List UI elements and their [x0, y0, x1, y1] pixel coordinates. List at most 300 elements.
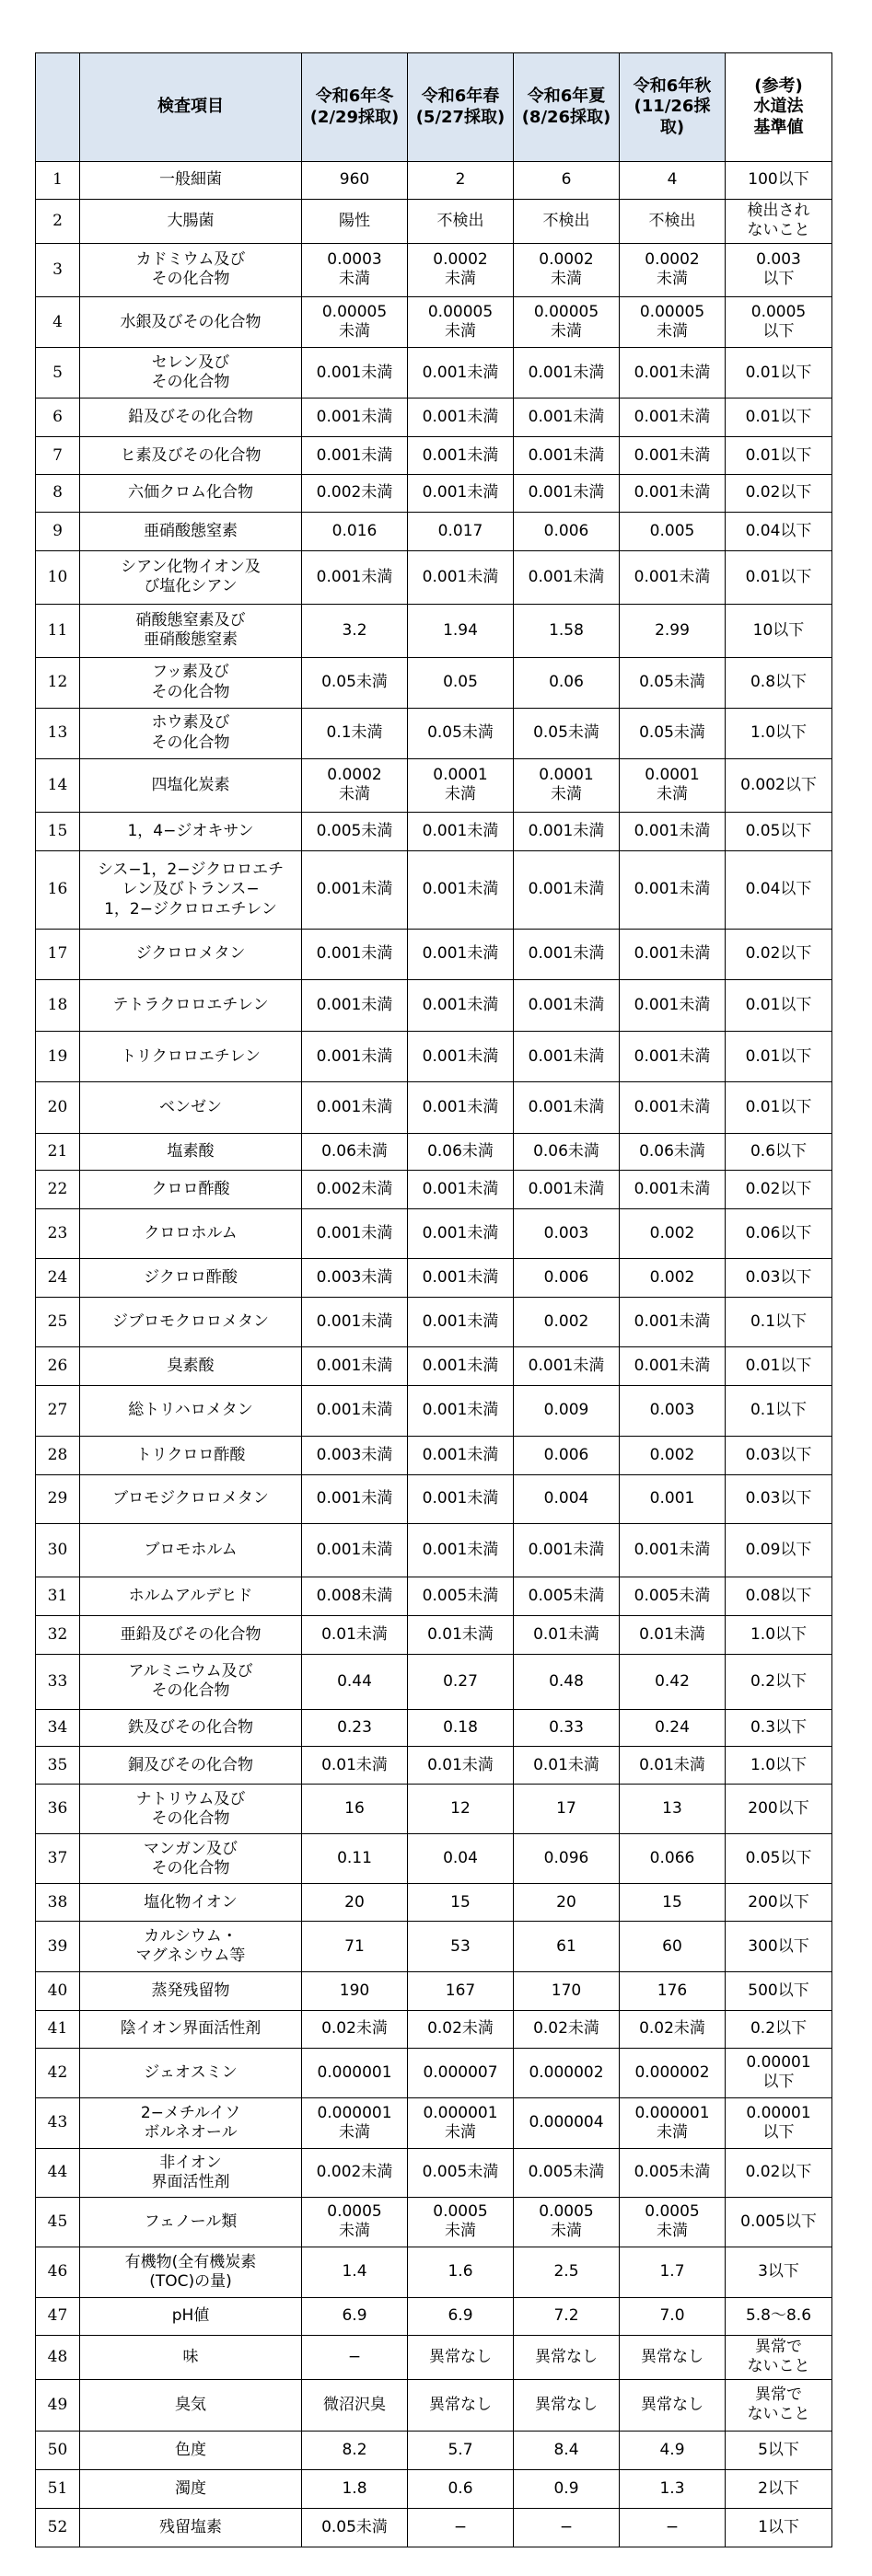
cell-summer: 0.001未満: [514, 1171, 620, 1209]
cell-spring: 0.001未満: [408, 980, 514, 1032]
cell-autumn: 0.001未満: [620, 1523, 726, 1577]
cell-standard: 0.04以下: [726, 851, 832, 930]
cell-summer: 不検出: [514, 199, 620, 243]
table-row: [36, 1209, 832, 1259]
cell-no: 13: [36, 708, 80, 758]
cell-summer: 0.001未満: [514, 475, 620, 513]
cell-item: 残留塩素: [80, 2508, 302, 2547]
cell-standard: 500以下: [726, 1972, 832, 2011]
cell-autumn: 0.005未満: [620, 2149, 726, 2198]
cell-standard: 0.01以下: [726, 399, 832, 437]
cell-summer: 0.009: [514, 1386, 620, 1437]
cell-item: 鉛及びその化合物: [80, 399, 302, 437]
cell-winter: 0.06未満: [302, 1133, 408, 1171]
header-standard: (参考) 水道法 基準値: [726, 53, 832, 162]
cell-autumn: 13: [620, 1785, 726, 1834]
cell-winter: 0.001未満: [302, 1082, 408, 1133]
cell-spring: 0.005未満: [408, 1577, 514, 1616]
cell-no: 17: [36, 929, 80, 979]
cell-spring: 0.001未満: [408, 929, 514, 979]
cell-autumn: 0.00005 未満: [620, 297, 726, 348]
cell-summer: 8.4: [514, 2432, 620, 2470]
cell-spring: 0.06未満: [408, 1133, 514, 1171]
cell-autumn: 0.002: [620, 1209, 726, 1259]
cell-summer: 0.33: [514, 1709, 620, 1747]
cell-item: トリクロロエチレン: [80, 1032, 302, 1082]
cell-item: テトラクロロエチレン: [80, 980, 302, 1032]
cell-no: 40: [36, 1972, 80, 2011]
cell-autumn: 0.001未満: [620, 1082, 726, 1133]
table-row: [36, 1834, 832, 1884]
cell-summer: 0.48: [514, 1655, 620, 1710]
cell-winter: 71: [302, 1922, 408, 1972]
cell-item: トリクロロ酢酸: [80, 1437, 302, 1475]
cell-standard: 0.005以下: [726, 2197, 832, 2247]
cell-no: 36: [36, 1785, 80, 1834]
table-row: [36, 437, 832, 475]
table-row: [36, 605, 832, 657]
cell-no: 8: [36, 475, 80, 513]
cell-winter: 8.2: [302, 2432, 408, 2470]
cell-summer: 0.004: [514, 1475, 620, 1524]
cell-summer: 0.000002: [514, 2048, 620, 2097]
cell-item: カルシウム・ マグネシウム等: [80, 1922, 302, 1972]
table-row: [36, 2048, 832, 2097]
cell-standard: 0.05以下: [726, 1834, 832, 1884]
cell-autumn: 0.001未満: [620, 980, 726, 1032]
cell-summer: 0.096: [514, 1834, 620, 1884]
cell-winter: 0.000001 未満: [302, 2097, 408, 2148]
cell-standard: 0.03以下: [726, 1475, 832, 1524]
cell-no: 34: [36, 1709, 80, 1747]
header-autumn: 令和6年秋 (11/26採取): [620, 53, 726, 162]
cell-winter: 0.001未満: [302, 929, 408, 979]
table-row: [36, 243, 832, 296]
cell-spring: 0.05: [408, 657, 514, 708]
cell-spring: 0.001未満: [408, 1171, 514, 1209]
cell-item: 塩化物イオン: [80, 1884, 302, 1922]
header-item: 検査項目: [80, 53, 302, 162]
cell-item: 蒸発残留物: [80, 1972, 302, 2011]
cell-autumn: 異常なし: [620, 2335, 726, 2379]
cell-winter: 0.01未満: [302, 1747, 408, 1785]
cell-no: 21: [36, 1133, 80, 1171]
cell-winter: 0.001未満: [302, 1386, 408, 1437]
table-row: [36, 475, 832, 513]
cell-summer: 0.01未満: [514, 1747, 620, 1785]
table-row: [36, 1082, 832, 1133]
cell-winter: 960: [302, 162, 408, 200]
cell-item: 陰イオン界面活性剤: [80, 2011, 302, 2049]
cell-spring: 0.001未満: [408, 1082, 514, 1133]
table-row: [36, 2149, 832, 2198]
cell-spring: 異常なし: [408, 2335, 514, 2379]
cell-item: シアン化物イオン及 び塩化シアン: [80, 550, 302, 604]
cell-autumn: 0.000002: [620, 2048, 726, 2097]
cell-no: 10: [36, 550, 80, 604]
cell-spring: 0.000001 未満: [408, 2097, 514, 2148]
cell-spring: 0.000007: [408, 2048, 514, 2097]
cell-winter: 0.05未満: [302, 2508, 408, 2547]
cell-standard: 0.03以下: [726, 1437, 832, 1475]
cell-summer: 17: [514, 1785, 620, 1834]
cell-winter: 0.001未満: [302, 550, 408, 604]
cell-item: ブロモホルム: [80, 1523, 302, 1577]
table-row: [36, 1032, 832, 1082]
cell-winter: −: [302, 2335, 408, 2379]
cell-winter: 0.001未満: [302, 851, 408, 930]
cell-summer: 0.003: [514, 1209, 620, 1259]
cell-winter: 陽性: [302, 199, 408, 243]
cell-winter: 1.4: [302, 2247, 408, 2297]
cell-winter: 0.001未満: [302, 1209, 408, 1259]
cell-summer: 0.001未満: [514, 348, 620, 399]
cell-winter: 0.0002 未満: [302, 758, 408, 812]
cell-item: 有機物(全有機炭素 (TOC)の量): [80, 2247, 302, 2297]
table-row: [36, 399, 832, 437]
cell-item: ヒ素及びその化合物: [80, 437, 302, 475]
cell-autumn: 0.001: [620, 1475, 726, 1524]
cell-spring: 0.001未満: [408, 1209, 514, 1259]
cell-winter: 0.02未満: [302, 2011, 408, 2049]
cell-no: 39: [36, 1922, 80, 1972]
table-row: [36, 2335, 832, 2379]
cell-winter: 0.00005 未満: [302, 297, 408, 348]
cell-standard: 0.3以下: [726, 1709, 832, 1747]
cell-item: クロロ酢酸: [80, 1171, 302, 1209]
cell-winter: 190: [302, 1972, 408, 2011]
cell-autumn: 0.0001 未満: [620, 758, 726, 812]
table-row: [36, 199, 832, 243]
cell-winter: 0.002未満: [302, 475, 408, 513]
cell-standard: 100以下: [726, 162, 832, 200]
table-row: [36, 1386, 832, 1437]
cell-item: 亜硝酸態窒素: [80, 512, 302, 550]
cell-standard: 0.01以下: [726, 348, 832, 399]
cell-item: 非イオン 界面活性剤: [80, 2149, 302, 2198]
cell-item: 銅及びその化合物: [80, 1747, 302, 1785]
cell-item: pH値: [80, 2298, 302, 2336]
cell-summer: 0.02未満: [514, 2011, 620, 2049]
cell-item: 2−メチルイソ ボルネオール: [80, 2097, 302, 2148]
table-row: [36, 813, 832, 851]
table-row: [36, 1171, 832, 1209]
table-row: [36, 1747, 832, 1785]
cell-standard: 0.05以下: [726, 813, 832, 851]
cell-summer: 61: [514, 1922, 620, 1972]
cell-autumn: 0.42: [620, 1655, 726, 1710]
header-spring: 令和6年春 (5/27採取): [408, 53, 514, 162]
cell-standard: 1.0以下: [726, 708, 832, 758]
cell-summer: 0.9: [514, 2469, 620, 2508]
cell-winter: 16: [302, 1785, 408, 1834]
cell-summer: 0.005未満: [514, 1577, 620, 1616]
table-row: [36, 2469, 832, 2508]
table-row: [36, 2247, 832, 2297]
cell-item: フェノール類: [80, 2197, 302, 2247]
cell-no: 42: [36, 2048, 80, 2097]
cell-spring: 15: [408, 1884, 514, 1922]
cell-spring: 0.01未満: [408, 1616, 514, 1655]
cell-standard: 検出され ないこと: [726, 199, 832, 243]
cell-spring: 0.27: [408, 1655, 514, 1710]
cell-autumn: 0.24: [620, 1709, 726, 1747]
cell-item: 一般細菌: [80, 162, 302, 200]
cell-no: 32: [36, 1616, 80, 1655]
cell-item: 濁度: [80, 2469, 302, 2508]
cell-summer: 0.005未満: [514, 2149, 620, 2198]
cell-standard: 0.02以下: [726, 929, 832, 979]
cell-spring: 0.001未満: [408, 1347, 514, 1386]
cell-standard: 0.06以下: [726, 1209, 832, 1259]
cell-summer: 0.006: [514, 1437, 620, 1475]
cell-standard: 0.04以下: [726, 512, 832, 550]
table-row: [36, 162, 832, 200]
cell-item: 味: [80, 2335, 302, 2379]
cell-no: 29: [36, 1475, 80, 1524]
cell-item: ジクロロメタン: [80, 929, 302, 979]
cell-summer: 0.00005 未満: [514, 297, 620, 348]
cell-autumn: 0.002: [620, 1437, 726, 1475]
cell-item: クロロホルム: [80, 1209, 302, 1259]
table-row: [36, 1437, 832, 1475]
cell-standard: 0.1以下: [726, 1298, 832, 1347]
cell-item: 鉄及びその化合物: [80, 1709, 302, 1747]
cell-no: 41: [36, 2011, 80, 2049]
cell-spring: 0.001未満: [408, 1523, 514, 1577]
cell-spring: 0.0005 未満: [408, 2197, 514, 2247]
cell-no: 11: [36, 605, 80, 657]
header-summer: 令和6年夏 (8/26採取): [514, 53, 620, 162]
cell-item: カドミウム及び その化合物: [80, 243, 302, 296]
cell-standard: 0.8以下: [726, 657, 832, 708]
cell-spring: 5.7: [408, 2432, 514, 2470]
cell-standard: 300以下: [726, 1922, 832, 1972]
cell-no: 27: [36, 1386, 80, 1437]
cell-autumn: 0.000001 未満: [620, 2097, 726, 2148]
table-row: [36, 1709, 832, 1747]
cell-summer: 0.0002 未満: [514, 243, 620, 296]
cell-spring: 0.017: [408, 512, 514, 550]
cell-item: 色度: [80, 2432, 302, 2470]
cell-summer: 0.001未満: [514, 1082, 620, 1133]
cell-no: 23: [36, 1209, 80, 1259]
cell-standard: 0.02以下: [726, 475, 832, 513]
cell-no: 16: [36, 851, 80, 930]
table-row: [36, 1616, 832, 1655]
cell-no: 35: [36, 1747, 80, 1785]
cell-item: 硝酸態窒素及び 亜硝酸態窒素: [80, 605, 302, 657]
cell-summer: 6: [514, 162, 620, 200]
table-row: [36, 1259, 832, 1298]
cell-item: アルミニウム及び その化合物: [80, 1655, 302, 1710]
cell-summer: 0.001未満: [514, 1032, 620, 1082]
table-row: [36, 297, 832, 348]
cell-autumn: 7.0: [620, 2298, 726, 2336]
cell-no: 7: [36, 437, 80, 475]
table-row: [36, 512, 832, 550]
cell-autumn: 0.001未満: [620, 1347, 726, 1386]
cell-item: ホウ素及び その化合物: [80, 708, 302, 758]
table-row: [36, 1884, 832, 1922]
cell-spring: 0.001未満: [408, 550, 514, 604]
cell-spring: 0.001未満: [408, 348, 514, 399]
cell-item: セレン及び その化合物: [80, 348, 302, 399]
cell-autumn: 0.002: [620, 1259, 726, 1298]
cell-summer: 0.001未満: [514, 980, 620, 1032]
cell-winter: 0.001未満: [302, 1032, 408, 1082]
cell-summer: 2.5: [514, 2247, 620, 2297]
cell-standard: 0.02以下: [726, 2149, 832, 2198]
cell-autumn: 0.001未満: [620, 1171, 726, 1209]
header-no: [36, 53, 80, 162]
cell-winter: 0.001未満: [302, 1475, 408, 1524]
cell-item: 水銀及びその化合物: [80, 297, 302, 348]
cell-item: 大腸菌: [80, 199, 302, 243]
cell-no: 2: [36, 199, 80, 243]
cell-spring: 0.00005 未満: [408, 297, 514, 348]
table-row: [36, 758, 832, 812]
cell-autumn: −: [620, 2508, 726, 2547]
cell-summer: −: [514, 2508, 620, 2547]
cell-no: 30: [36, 1523, 80, 1577]
cell-spring: 不検出: [408, 199, 514, 243]
cell-spring: −: [408, 2508, 514, 2547]
cell-autumn: 0.001未満: [620, 348, 726, 399]
cell-no: 50: [36, 2432, 80, 2470]
cell-spring: 0.04: [408, 1834, 514, 1884]
cell-no: 12: [36, 657, 80, 708]
cell-winter: 0.002未満: [302, 1171, 408, 1209]
cell-autumn: 0.01未満: [620, 1616, 726, 1655]
cell-summer: 0.002: [514, 1298, 620, 1347]
cell-standard: 5以下: [726, 2432, 832, 2470]
cell-no: 31: [36, 1577, 80, 1616]
cell-no: 52: [36, 2508, 80, 2547]
cell-standard: 200以下: [726, 1884, 832, 1922]
cell-winter: 0.003未満: [302, 1437, 408, 1475]
table-row: [36, 1972, 832, 2011]
cell-summer: 0.006: [514, 1259, 620, 1298]
cell-summer: 0.06: [514, 657, 620, 708]
cell-spring: 0.001未満: [408, 437, 514, 475]
cell-no: 47: [36, 2298, 80, 2336]
cell-winter: 0.005未満: [302, 813, 408, 851]
cell-spring: 0.001未満: [408, 1032, 514, 1082]
cell-no: 38: [36, 1884, 80, 1922]
cell-no: 20: [36, 1082, 80, 1133]
cell-no: 14: [36, 758, 80, 812]
cell-autumn: 0.001未満: [620, 813, 726, 851]
table-row: [36, 1577, 832, 1616]
cell-item: ジェオスミン: [80, 2048, 302, 2097]
cell-summer: 0.001未満: [514, 929, 620, 979]
cell-autumn: 0.005: [620, 512, 726, 550]
table-row: [36, 1475, 832, 1524]
cell-winter: 0.001未満: [302, 437, 408, 475]
cell-winter: 0.016: [302, 512, 408, 550]
cell-spring: 0.001未満: [408, 475, 514, 513]
cell-autumn: 60: [620, 1922, 726, 1972]
cell-standard: 10以下: [726, 605, 832, 657]
cell-autumn: 不検出: [620, 199, 726, 243]
cell-autumn: 0.01未満: [620, 1747, 726, 1785]
cell-item: 総トリハロメタン: [80, 1386, 302, 1437]
cell-standard: 0.01以下: [726, 1082, 832, 1133]
cell-item: シス−1，2−ジクロロエチ レン及びトランス− 1，2−ジクロロエチレン: [80, 851, 302, 930]
cell-standard: 0.003 以下: [726, 243, 832, 296]
table-row: [36, 2011, 832, 2049]
cell-spring: 0.001未満: [408, 1475, 514, 1524]
cell-autumn: 1.7: [620, 2247, 726, 2297]
cell-standard: 1.0以下: [726, 1616, 832, 1655]
cell-winter: 0.05未満: [302, 657, 408, 708]
cell-autumn: 0.05未満: [620, 657, 726, 708]
cell-standard: 3以下: [726, 2247, 832, 2297]
cell-standard: 0.01以下: [726, 437, 832, 475]
cell-standard: 5.8～8.6: [726, 2298, 832, 2336]
cell-winter: 微沼沢臭: [302, 2379, 408, 2431]
cell-standard: 0.1以下: [726, 1386, 832, 1437]
cell-standard: 0.01以下: [726, 980, 832, 1032]
cell-no: 1: [36, 162, 80, 200]
cell-no: 46: [36, 2247, 80, 2297]
cell-item: ベンゼン: [80, 1082, 302, 1133]
cell-winter: 0.001未満: [302, 1298, 408, 1347]
cell-item: ホルムアルデヒド: [80, 1577, 302, 1616]
cell-winter: 0.001未満: [302, 1523, 408, 1577]
cell-spring: 0.001未満: [408, 1386, 514, 1437]
cell-item: フッ素及び その化合物: [80, 657, 302, 708]
table-row: [36, 1785, 832, 1834]
cell-autumn: 0.003: [620, 1386, 726, 1437]
cell-no: 48: [36, 2335, 80, 2379]
cell-standard: 0.02以下: [726, 1171, 832, 1209]
cell-no: 33: [36, 1655, 80, 1710]
cell-spring: 0.005未満: [408, 2149, 514, 2198]
cell-summer: 0.05未満: [514, 708, 620, 758]
table-row: [36, 1655, 832, 1710]
cell-summer: 0.001未満: [514, 437, 620, 475]
cell-summer: 異常なし: [514, 2335, 620, 2379]
cell-winter: 1.8: [302, 2469, 408, 2508]
table-row: [36, 2197, 832, 2247]
cell-summer: 0.001未満: [514, 399, 620, 437]
cell-standard: 0.03以下: [726, 1259, 832, 1298]
cell-spring: 0.05未満: [408, 708, 514, 758]
cell-no: 49: [36, 2379, 80, 2431]
cell-winter: 0.008未満: [302, 1577, 408, 1616]
cell-summer: 1.58: [514, 605, 620, 657]
cell-autumn: 0.001未満: [620, 929, 726, 979]
cell-spring: 0.01未満: [408, 1747, 514, 1785]
cell-standard: 異常で ないこと: [726, 2335, 832, 2379]
cell-spring: 0.18: [408, 1709, 514, 1747]
table-row: [36, 708, 832, 758]
cell-autumn: 2.99: [620, 605, 726, 657]
cell-winter: 0.01未満: [302, 1616, 408, 1655]
cell-autumn: 異常なし: [620, 2379, 726, 2431]
cell-winter: 0.002未満: [302, 2149, 408, 2198]
cell-spring: 1.6: [408, 2247, 514, 2297]
cell-spring: 6.9: [408, 2298, 514, 2336]
cell-spring: 0.001未満: [408, 1298, 514, 1347]
table-row: [36, 2379, 832, 2431]
table-row: [36, 2432, 832, 2470]
cell-summer: 0.001未満: [514, 1523, 620, 1577]
cell-standard: 0.0005 以下: [726, 297, 832, 348]
cell-winter: 0.001未満: [302, 399, 408, 437]
